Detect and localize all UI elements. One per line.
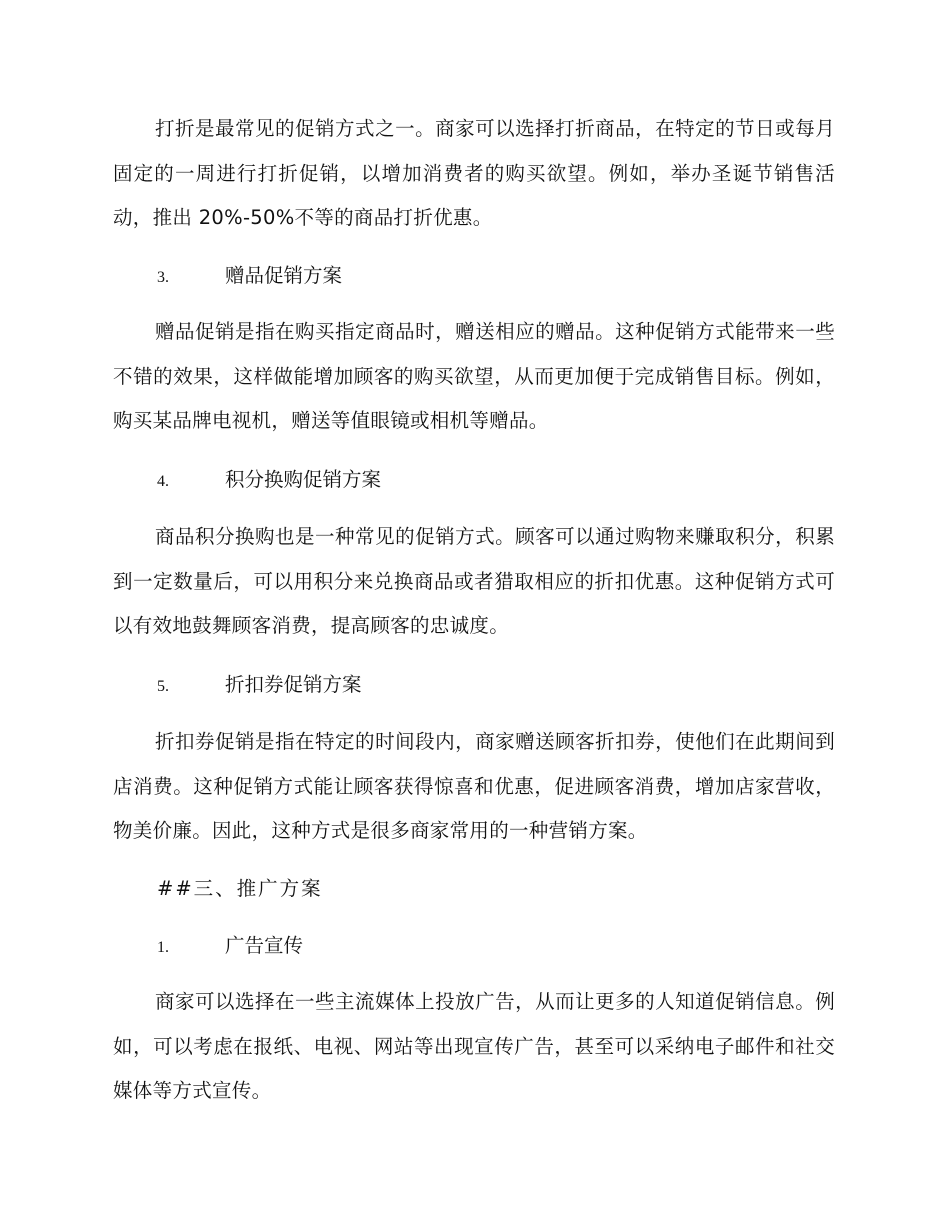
paragraph-points: 商品积分换购也是一种常见的促销方式。顾客可以通过购物来赚取积分，积累到一定数量后，可以用积分来兑换商品或者猎取相应的折扣优惠。这种促销方式可以有效地鼓舞顾客消费，提高顾客的忠诚度。 — [113, 525, 835, 637]
heading-title: 广告宣传 — [225, 934, 304, 957]
paragraph-coupon: 折扣券促销是指在特定的时间段内，商家赠送顾客折扣券，使他们在此期间到店消费。这种促销方式能让顾客获得惊喜和优惠，促进顾客消费，增加店家营收，物美价廉。因此，这种方式是很多商家常用的一种营销方案。 — [113, 730, 835, 842]
heading-title: 折扣券促销方案 — [225, 673, 362, 696]
heading-coupon-promotion — [157, 672, 362, 700]
heading-number: 5. — [157, 678, 169, 695]
heading-number: 4. — [157, 473, 169, 490]
heading-title: 赠品促销方案 — [225, 264, 343, 287]
heading-number: 3. — [157, 269, 169, 286]
heading-number: 1. — [157, 939, 169, 956]
paragraph-gift: 赠品促销是指在购买指定商品时，赠送相应的赠品。这种促销方式能带来一些不错的效果，这样做能增加顾客的购买欲望，从而更加便于完成销售目标。例如，购买某品牌电视机，赠送等值眼镜或相机等赠品。 — [113, 320, 835, 432]
heading-gift-promotion — [157, 263, 342, 291]
heading-title: 积分换购促销方案 — [225, 468, 382, 491]
section-heading-promotion-plan: ##三、推广方案 — [157, 877, 323, 900]
paragraph-discount: 打折是最常见的促销方式之一。商家可以选择打折商品，在特定的节日或每月固定的一周进行打折促销，以增加消费者的购买欲望。例如，举办圣诞节销售活动，推出 20%-50%不等的商品打折优惠。 — [113, 117, 835, 229]
heading-points-promotion — [157, 467, 381, 495]
heading-advertising — [157, 933, 303, 961]
paragraph-advertising: 商家可以选择在一些主流媒体上投放广告，从而让更多的人知道促销信息。例如，可以考虑在报纸、电视、网站等出现宣传广告，甚至可以采纳电子邮件和社交媒体等方式宣传。 — [113, 990, 835, 1102]
